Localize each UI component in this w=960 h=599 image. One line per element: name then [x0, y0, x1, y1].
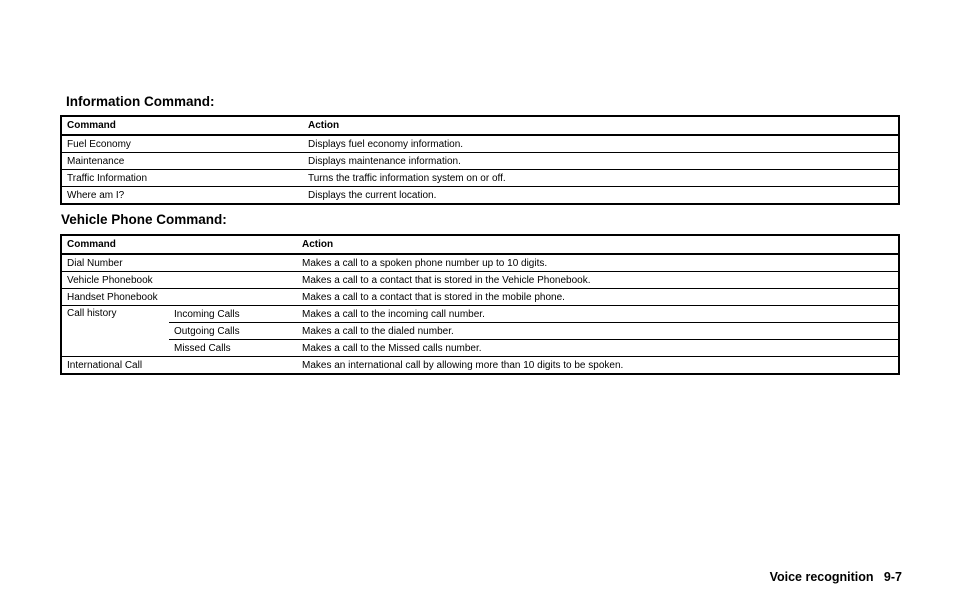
table-header-row: [61, 116, 899, 135]
action-cell: Displays fuel economy information.: [303, 135, 899, 153]
page-footer: Voice recognition 9-7: [769, 570, 902, 584]
action-cell: Makes a call to a spoken phone number up to 10 digits.: [297, 254, 899, 272]
table-row: [61, 254, 899, 272]
action-cell: Turns the traffic information system on or off.: [303, 170, 899, 187]
table-row: [61, 170, 899, 187]
action-cell: Makes a call to the Missed calls number.: [297, 340, 899, 357]
action-cell: Makes an international call by allowing more than 10 digits to be spoken.: [297, 357, 899, 375]
vehicle-phone-command-table: [60, 234, 900, 375]
command-cell: Handset Phonebook: [61, 289, 297, 306]
command-cell: Traffic Information: [61, 170, 303, 187]
command-header: Command: [61, 116, 303, 135]
subcommand-cell: Outgoing Calls: [169, 323, 297, 340]
information-command-table: [60, 115, 900, 205]
action-header: Action: [303, 116, 899, 135]
table-row: [61, 357, 899, 375]
command-cell: Call history: [61, 306, 169, 357]
information-command-heading: Information Command:: [66, 94, 215, 109]
command-cell: Maintenance: [61, 153, 303, 170]
action-cell: Makes a call to a contact that is stored in the Vehicle Phonebook.: [297, 272, 899, 289]
command-cell: Vehicle Phonebook: [61, 272, 297, 289]
command-cell: International Call: [61, 357, 297, 375]
command-cell: Where am I?: [61, 187, 303, 205]
action-cell: Displays the current location.: [303, 187, 899, 205]
subcommand-cell: Missed Calls: [169, 340, 297, 357]
table-header-row: [61, 235, 899, 254]
table-row: [61, 153, 899, 170]
table-row: [61, 306, 899, 323]
action-header: Action: [297, 235, 899, 254]
vehicle-phone-command-heading: Vehicle Phone Command:: [61, 212, 227, 227]
table-row: [61, 135, 899, 153]
action-cell: Makes a call to the dialed number.: [297, 323, 899, 340]
action-cell: Displays maintenance information.: [303, 153, 899, 170]
table-row: [61, 272, 899, 289]
action-cell: Makes a call to a contact that is stored in the mobile phone.: [297, 289, 899, 306]
table-row: [61, 340, 899, 357]
table-row: [61, 323, 899, 340]
subcommand-cell: Incoming Calls: [169, 306, 297, 323]
table-row: [61, 187, 899, 205]
command-header: Command: [61, 235, 297, 254]
command-cell: Fuel Economy: [61, 135, 303, 153]
command-cell: Dial Number: [61, 254, 297, 272]
table-row: [61, 289, 899, 306]
action-cell: Makes a call to the incoming call number.: [297, 306, 899, 323]
